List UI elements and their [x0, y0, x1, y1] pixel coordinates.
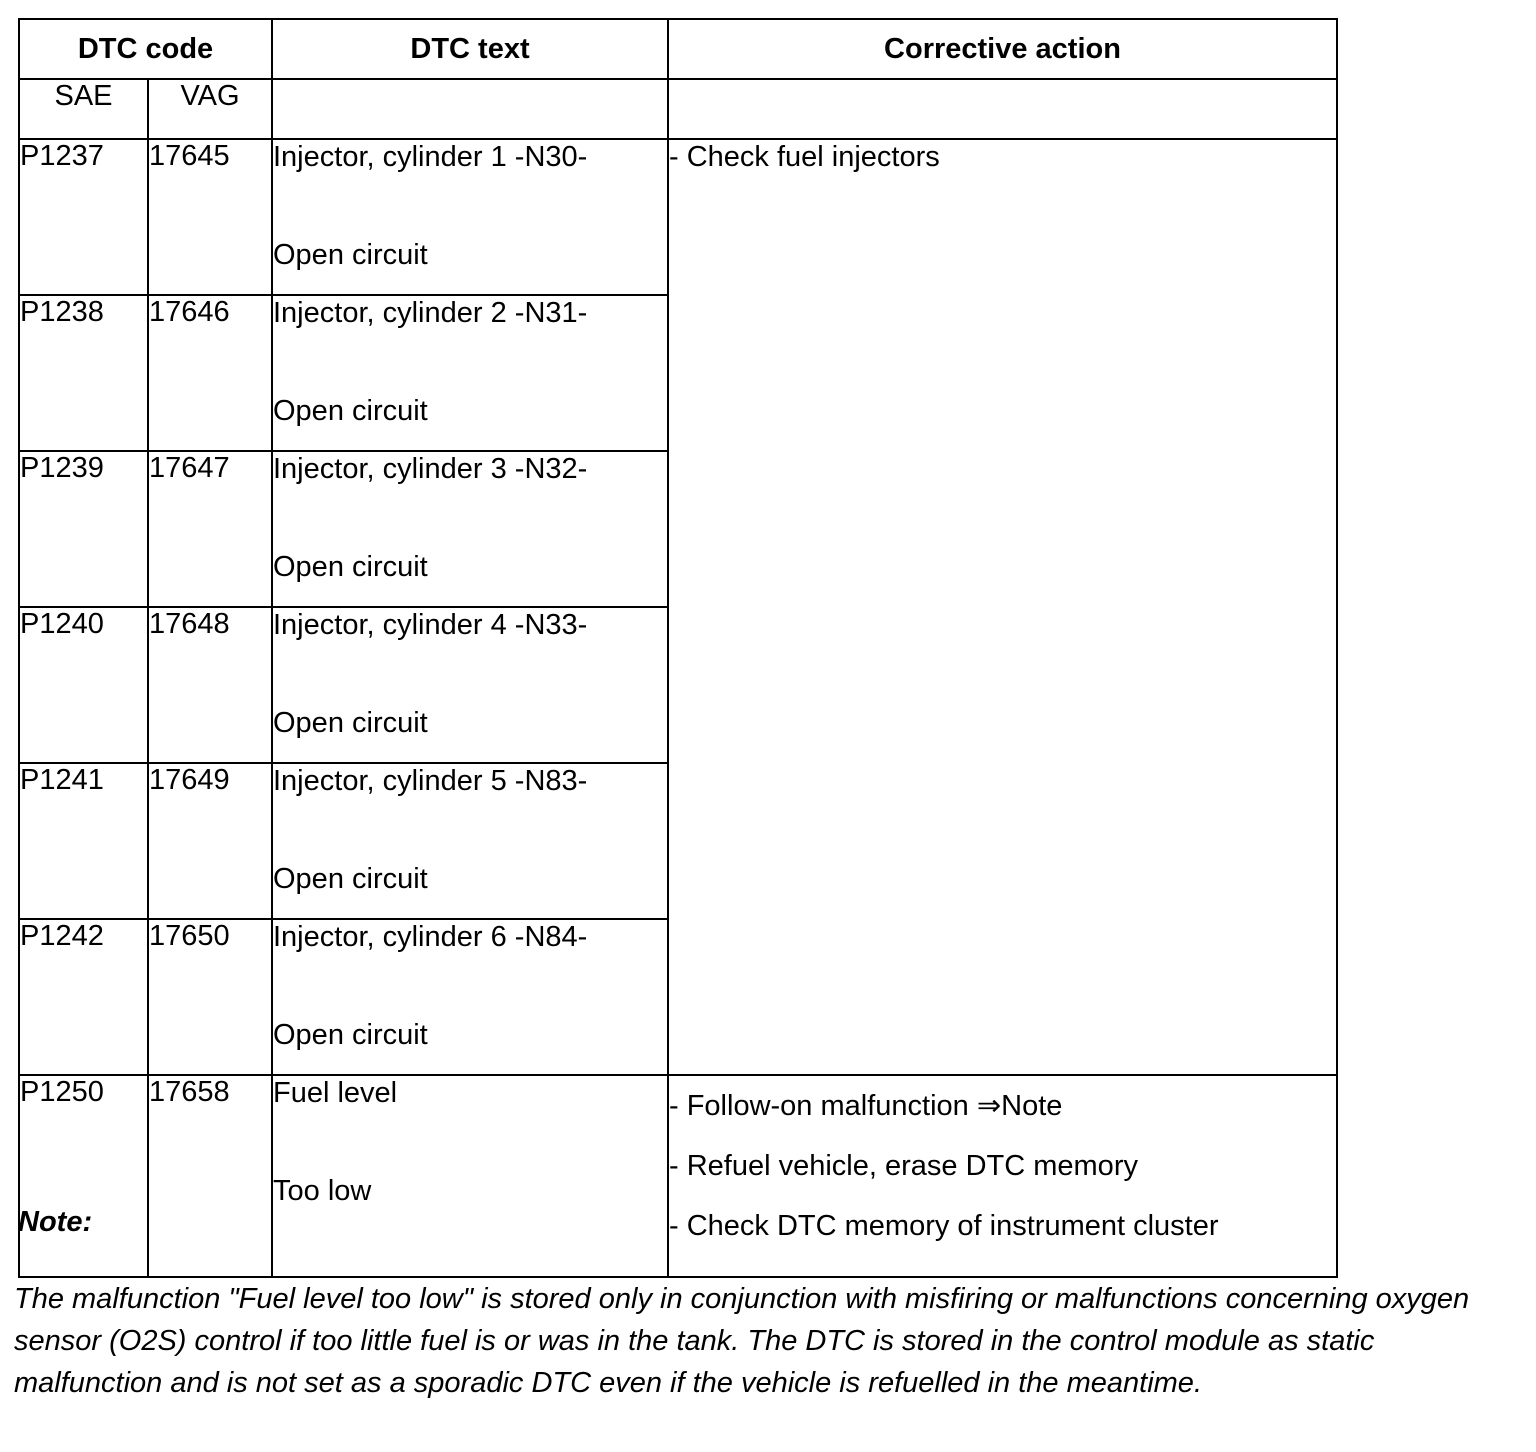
action-item: - Refuel vehicle, erase DTC memory	[669, 1150, 1138, 1182]
dtc-text-cell	[272, 295, 668, 451]
vag-code: 17647	[148, 451, 272, 607]
dtc-text-line1: Injector, cylinder 1 -N30-	[273, 141, 588, 173]
dtc-text-line1: Injector, cylinder 5 -N83-	[273, 765, 588, 797]
corrective-action-fuel-level	[668, 1075, 1337, 1277]
vag-code: 17658	[148, 1075, 272, 1277]
sae-code: P1237	[19, 139, 148, 295]
action-item: - Follow-on malfunction ⇒Note	[669, 1090, 1063, 1122]
vag-code: 17645	[148, 139, 272, 295]
action-item: - Check DTC memory of instrument cluster	[669, 1210, 1219, 1242]
header-dtc-code: DTC code	[19, 19, 272, 79]
subheader-empty-action	[668, 79, 1337, 139]
dtc-text-line2: Too low	[273, 1175, 372, 1207]
sae-code: P1238	[19, 295, 148, 451]
table-header-row	[19, 19, 1337, 79]
dtc-table	[18, 18, 1338, 1278]
dtc-text-line2: Open circuit	[273, 1019, 428, 1051]
corrective-action-injectors	[668, 139, 1337, 1075]
table-subheader-row	[19, 79, 1337, 139]
sae-code: P1239	[19, 451, 148, 607]
dtc-text-cell	[272, 919, 668, 1075]
dtc-text-line2: Open circuit	[273, 863, 428, 895]
note-title: Note:	[18, 1206, 93, 1238]
header-dtc-text: DTC text	[272, 19, 668, 79]
vag-code: 17650	[148, 919, 272, 1075]
sae-code: P1240	[19, 607, 148, 763]
header-corrective-action: Corrective action	[668, 19, 1337, 79]
sae-code: P1242	[19, 919, 148, 1075]
dtc-text-cell	[272, 1075, 668, 1277]
subheader-empty-text	[272, 79, 668, 139]
dtc-text-line2: Open circuit	[273, 239, 428, 271]
dtc-text-cell	[272, 451, 668, 607]
vag-code: 17646	[148, 295, 272, 451]
vag-code: 17648	[148, 607, 272, 763]
dtc-text-line1: Injector, cylinder 3 -N32-	[273, 453, 588, 485]
dtc-text-line1: Injector, cylinder 2 -N31-	[273, 297, 588, 329]
note-text: The malfunction "Fuel level too low" is stored only in conjunction with misfiring or malfunctions concerning oxygen sensor (O2S) control if too little fuel is or was in the tank. The DTC is stored in the control module as static malfunction and is not set as a sporadic DTC even if the vehicle is refuelled in the meantime.	[14, 1283, 1470, 1399]
sae-code: P1241	[19, 763, 148, 919]
table-row	[19, 1075, 1337, 1277]
subheader-vag: VAG	[148, 79, 272, 139]
dtc-text-line2: Open circuit	[273, 707, 428, 739]
dtc-text-line1: Injector, cylinder 6 -N84-	[273, 921, 588, 953]
dtc-text-line2: Open circuit	[273, 395, 428, 427]
sae-code: P1250	[19, 1075, 148, 1277]
subheader-sae: SAE	[19, 79, 148, 139]
dtc-text-line1: Injector, cylinder 4 -N33-	[273, 609, 588, 641]
dtc-text-cell	[272, 607, 668, 763]
vag-code: 17649	[148, 763, 272, 919]
dtc-text-line2: Open circuit	[273, 551, 428, 583]
table-row	[19, 139, 1337, 295]
dtc-text-cell	[272, 763, 668, 919]
action-item: - Check fuel injectors	[669, 141, 940, 173]
dtc-text-line1: Fuel level	[273, 1077, 398, 1109]
dtc-text-cell	[272, 139, 668, 295]
